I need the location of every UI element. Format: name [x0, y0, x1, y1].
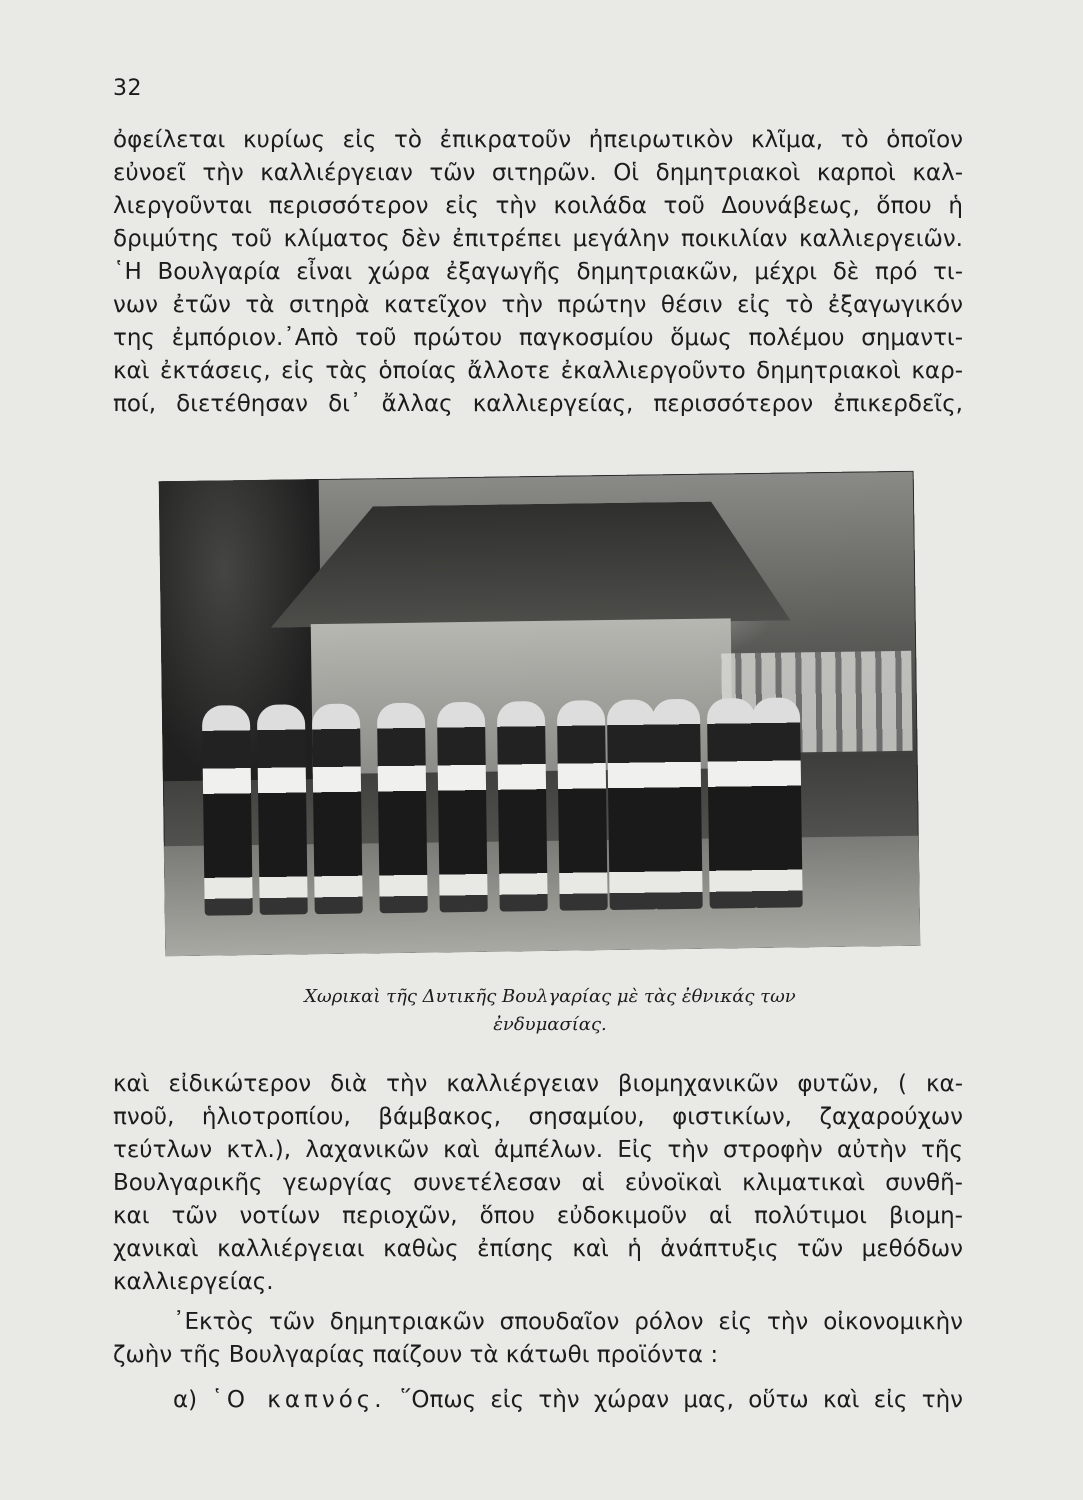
text-line: καὶ ἐκτάσεις, εἰς τὰς ὁποίας ἄλλοτε ἐκαλλιεργοῦντο δημητριακοὶ καρ-: [113, 358, 963, 384]
item-heading: ῾Ο καπνός.: [211, 1387, 386, 1413]
text-line: της ἐμπόριον.᾿Απὸ τοῦ πρώτου παγκοσμίου ὅμως πολέμου σημαντι-: [113, 325, 963, 351]
photo-figure: [607, 699, 658, 910]
text-line: Βουλγαρικῆς γεωργίας συνετέλεσαν αἱ εὐνοϊκαὶ κλιματικαὶ συνθῆ-: [113, 1170, 963, 1196]
photo-figure: [202, 705, 253, 916]
photo-figure: [497, 701, 548, 912]
text-line: και τῶν νοτίων περιοχῶν, ὅπου εὐδοκιμοῦν αἱ πολύτιμοι βιομη-: [113, 1203, 963, 1229]
third-paragraph: [113, 1306, 963, 1372]
photo-figure: [752, 697, 803, 908]
text-line: ῾Η Βουλγαρία εἶναι χώρα ἐξαγωγῆς δημητριακῶν, μέχρι δὲ πρό τι-: [113, 259, 963, 285]
text-line: χανικαὶ καλλιέργειαι καθὼς ἐπίσης καὶ ἡ ἀνάπτυξις τῶν μεθόδων: [113, 1236, 963, 1262]
top-paragraph: [113, 124, 963, 421]
text-line: ζωὴν τῆς Βουλγαρίας παίζουν τὰ κάτωθι προϊόντα :: [113, 1342, 719, 1368]
photo-figure: [437, 702, 488, 913]
photo-roof: [269, 500, 791, 627]
text-line: ᾿Εκτὸς τῶν δημητριακῶν σπουδαῖον ρόλον εἰς τὴν οἰκονομικὴν: [173, 1309, 963, 1335]
text-line: τεύτλων κτλ.), λαχανικῶν καὶ ἀμπέλων. Εἰς τὴν στροφὴν αὐτὴν τῆς: [113, 1137, 963, 1163]
photo-figure: [557, 700, 608, 911]
village-women-photo: [159, 471, 921, 956]
text-line: λιεργοῦνται περισσότερον εἰς τὴν κοιλάδα τοῦ Δουνάβεως, ὅπου ἡ: [113, 193, 963, 219]
item-a-line: [113, 1384, 963, 1417]
text-line: εὐνοεῖ τὴν καλλιέργειαν τῶν σιτηρῶν. Οἱ δημητριακοὶ καρποὶ καλ-: [113, 160, 963, 186]
text-line: καὶ εἰδικώτερον διὰ τὴν καλλιέργειαν βιομηχανικῶν φυτῶν, ( κα-: [113, 1071, 963, 1097]
item-a: [113, 1384, 963, 1417]
photo-figure: [312, 704, 363, 915]
item-marker: α): [173, 1387, 198, 1413]
text-line: νων ἐτῶν τὰ σιτηρὰ κατεῖχον τὴν πρώτην θέσιν εἰς τὸ ἐξαγωγικόν: [113, 292, 963, 318]
text-line: καλλιεργείας.: [113, 1269, 274, 1295]
photo-figure: [257, 704, 308, 915]
photo-figure: [707, 698, 758, 909]
item-text: ῞Οπως εἰς τὴν χώραν μας, οὕτω καὶ εἰς τὴν: [399, 1387, 963, 1413]
text-line: ποί, διετέθησαν δι᾿ ἄλλας καλλιεργείας, περισσότερον ἐπικερδεῖς,: [113, 391, 963, 417]
page-number: 32: [113, 76, 142, 101]
caption-line: Χωρικαὶ τῆς Δυτικῆς Βουλγαρίας μὲ τὰς ἐθνικάς των: [304, 986, 796, 1007]
photo-figure: [652, 699, 703, 910]
text-line: ὀφείλεται κυρίως εἰς τὸ ἐπικρατοῦν ἠπειρωτικὸν κλῖμα, τὸ ὁποῖον: [113, 127, 963, 153]
text-line: πνοῦ, ἡλιοτροπίου, βάμβακος, σησαμίου, φιστικίων, ζαχαρούχων: [113, 1104, 963, 1130]
photo-caption: [270, 983, 830, 1039]
bottom-paragraph: [113, 1068, 963, 1299]
caption-line: ἐνδυμασίας.: [493, 1014, 607, 1035]
text-line: δριμύτης τοῦ κλίματος δὲν ἐπιτρέπει μεγάλην ποικιλίαν καλλιεργειῶν.: [113, 226, 963, 252]
photo-figure: [377, 703, 428, 914]
